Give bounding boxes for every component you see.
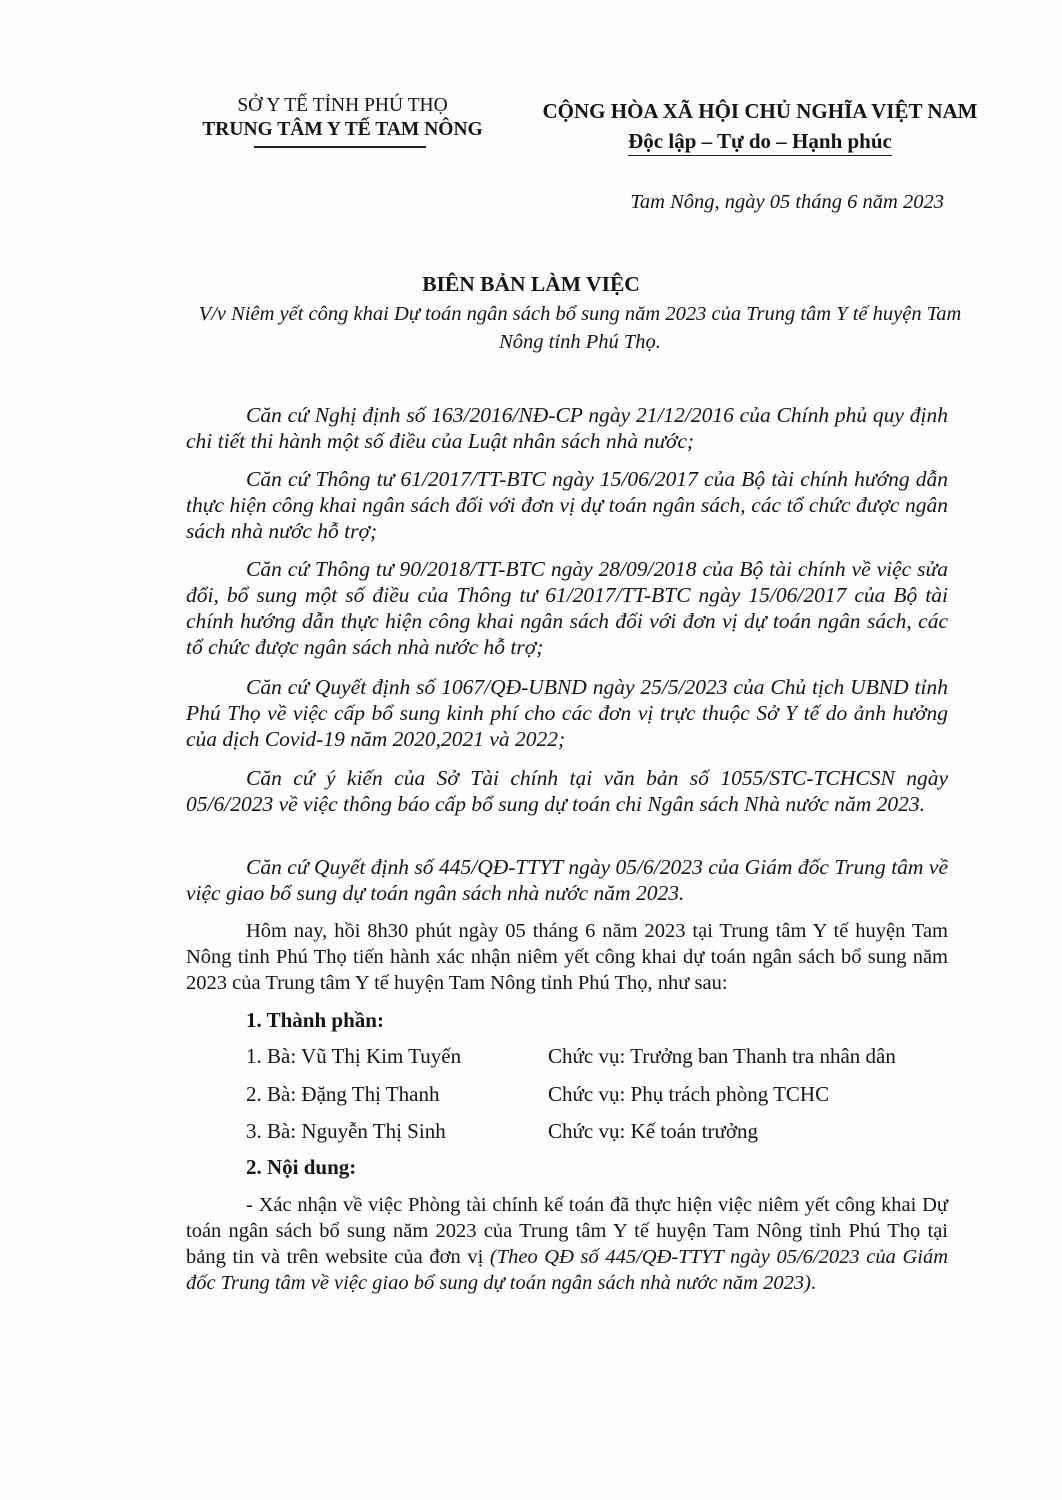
content-paragraph: - Xác nhận về việc Phòng tài chính kế toán đã thực hiện việc niêm yết công khai Dự toán ngân sách bổ sung năm 2023 của Trung tâm Y tế huyện Tam Nông tỉnh Phú Thọ tại bảng tin và trên website của đơn vị (Theo QĐ số 445/QĐ-TTYT ngày 05/6/2023 của Giám đốc Trung tâm về việc giao bổ sung dự toán ngân sách nhà nước năm 2023). (186, 1194, 948, 1294)
nation-motto: Độc lập – Tự do – Hạnh phúc (628, 128, 892, 156)
agency-parent: SỞ Y TẾ TỈNH PHÚ THỌ (237, 95, 448, 116)
basis-paragraph-4: Căn cứ Quyết định số 1067/QĐ-UBND ngày 25/5/2023 của Chủ tịch UBND tỉnh Phú Thọ về việc cấp bổ sung kinh phí cho các đơn vị trực thuộc Sở Y tế do ảnh hưởng của dịch Covid-19 năm 2020,2021 và 2022; (186, 675, 948, 751)
basis-paragraph-6: Căn cứ Quyết định số 445/QĐ-TTYT ngày 05/6/2023 của Giám đốc Trung tâm về việc giao bổ sung dự toán ngân sách nhà nước năm 2023. (186, 855, 948, 905)
basis-paragraph-3: Căn cứ Thông tư 90/2018/TT-BTC ngày 28/09/2018 của Bộ tài chính về việc sửa đổi, bổ sung một số điều của Thông tư 61/2017/TT-BTC ngày 15/06/2017 của Bộ tài chính hướng dẫn thực hiện công khai ngân sách đối với đơn vị dự toán ngân sách, các tổ chức được ngân sách nhà nước hỗ trợ; (186, 557, 948, 659)
basis-paragraph-2: Căn cứ Thông tư 61/2017/TT-BTC ngày 15/06/2017 của Bộ tài chính hướng dẫn thực hiện công khai ngân sách đối với đơn vị dự toán ngân sách, các tổ chức được ngân sách nhà nước hỗ trợ; (186, 467, 948, 543)
section-2-heading: 2. Nội dung: (246, 1155, 357, 1179)
basis-paragraph-5: Căn cứ ý kiến của Sở Tài chính tại văn bản số 1055/STC-TCHCSN ngày 05/6/2023 về việc thông báo cấp bổ sung dự toán chi Ngân sách Nhà nước năm 2023. (186, 766, 948, 816)
basis-paragraph-1: Căn cứ Nghị định số 163/2016/NĐ-CP ngày 21/12/2016 của Chính phủ quy định chi tiết thi hành một số điều của Luật nhân sách nhà nước; (186, 403, 948, 453)
member-2-role: Chức vụ: Phụ trách phòng TCHC (548, 1082, 830, 1106)
section-1-heading: 1. Thành phần: (246, 1008, 384, 1032)
member-3-role: Chức vụ: Kế toán trưởng (548, 1119, 758, 1143)
agency-name: TRUNG TÂM Y TẾ TAM NÔNG (202, 119, 483, 140)
intro-paragraph: Hôm nay, hồi 8h30 phút ngày 05 tháng 6 năm 2023 tại Trung tâm Y tế huyện Tam Nông tỉnh Phú Thọ tiến hành xác nhận niêm yết công khai dự toán ngân sách bổ sung năm 2023 của Trung tâm Y tế huyện Tam Nông tỉnh Phú Thọ, như sau: (186, 920, 948, 994)
member-1-role: Chức vụ: Trưởng ban Thanh tra nhân dân (548, 1044, 896, 1068)
agency-header (150, 94, 535, 142)
national-header (505, 96, 1015, 156)
member-1-name: 1. Bà: Vũ Thị Kim Tuyến (246, 1044, 462, 1068)
member-2-name: 2. Bà: Đặng Thị Thanh (246, 1082, 440, 1106)
nation-name: CỘNG HÒA XÃ HỘI CHỦ NGHĨA VIỆT NAM (542, 99, 978, 123)
document-subtitle: V/v Niêm yết công khai Dự toán ngân sách bổ sung năm 2023 của Trung tâm Y tế huyện Tam Nông tỉnh Phú Thọ. (198, 303, 962, 353)
agency-underline (254, 146, 426, 148)
member-3-name: 3. Bà: Nguyễn Thị Sinh (246, 1119, 446, 1143)
document-title: BIÊN BẢN LÀM VIỆC (422, 272, 640, 296)
date-line: Tam Nông, ngày 05 tháng 6 năm 2023 (630, 191, 944, 213)
decision-reference: (Theo QĐ số 445/QĐ-TTYT ngày 05/6/2023 của Giám đốc Trung tâm về việc giao bổ sung dự toán ngân sách nhà nước năm 2023) (186, 1246, 948, 1294)
